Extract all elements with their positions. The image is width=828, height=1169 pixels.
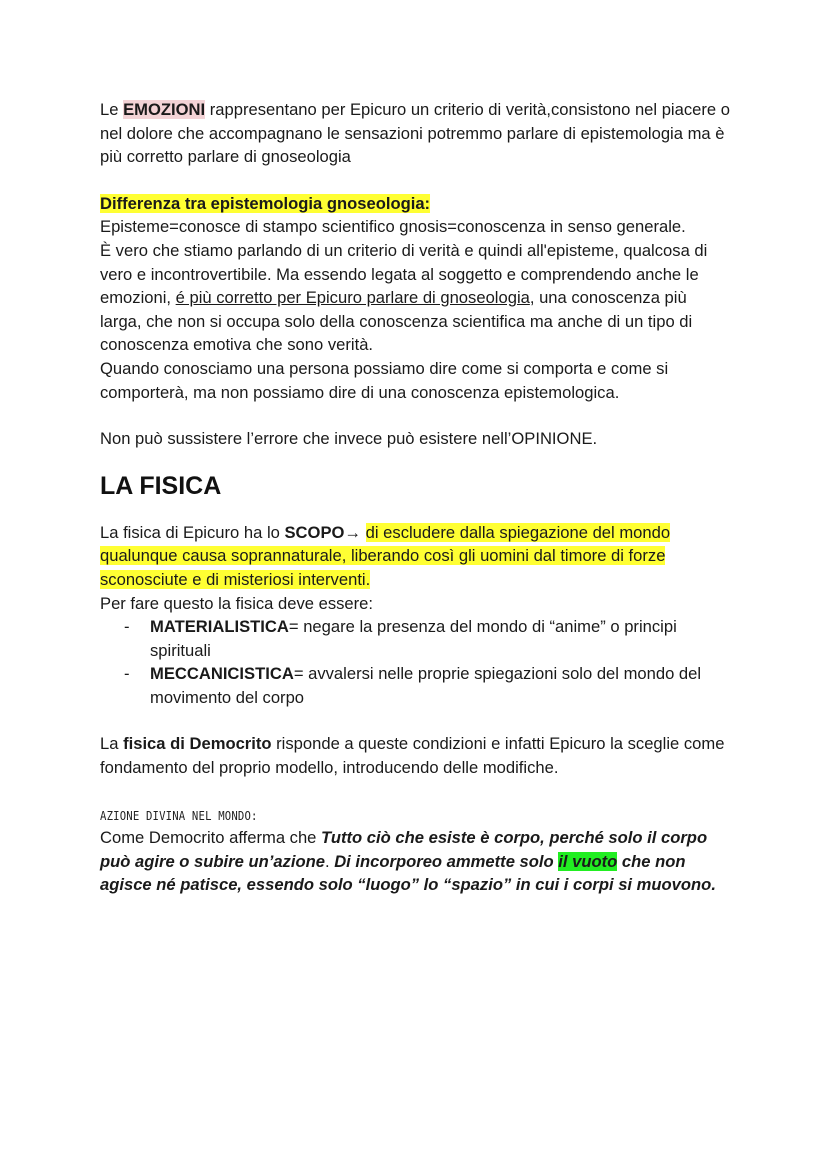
azione-label — [100, 803, 730, 827]
text-run: La fisica di Epicuro ha lo — [100, 522, 285, 542]
list-item-text: = negare la presenza del mondo di “anime” o principi spirituali — [150, 617, 677, 660]
scopo-term: SCOPO — [284, 522, 345, 542]
dash-bullet-icon: - — [124, 617, 130, 637]
difference-heading-text: Differenza tra epistemologia gnoseologia: — [100, 193, 431, 213]
list-item — [100, 615, 730, 662]
list-item-term: MATERIALISTICA — [150, 617, 289, 637]
democrito-paragraph — [100, 732, 730, 779]
democrito-term: fisica di Democrito — [123, 734, 272, 754]
list-item — [100, 662, 730, 709]
text-run: Le — [100, 100, 124, 119]
dash-bullet-icon: - — [124, 664, 130, 684]
per-fare-line: Per fare questo la fisica deve essere: — [100, 593, 374, 613]
text-run: Come Democrito afferma che — [100, 828, 322, 848]
azione-label-text: AZIONE DIVINA NEL MONDO: — [100, 807, 258, 823]
underlined-text: é più corretto per Epicuro parlare di gnoseologia — [175, 288, 530, 308]
errore-paragraph: Non può sussistere l’errore che invece può esistere nell’OPINIONE. — [100, 429, 598, 449]
highlighted-text: di escludere dalla spiegazione del mondo qualunque causa soprannaturale, liberando così gli uomini dal timore di forze sconosciute e di misteriosi interventi. — [100, 522, 671, 589]
text-run: risponde a queste condizioni e infatti Epicuro la sceglie come fondamento del proprio modello, introducendo delle modifiche. — [100, 734, 725, 778]
emozioni-term: EMOZIONI — [123, 100, 206, 119]
text-run: . — [324, 851, 335, 871]
emozioni-paragraph — [100, 98, 730, 169]
persona-example: Quando conosciamo una persona possiamo dire come si comporta e come si comporterà, ma non possiamo dire di una conoscenza epistemologica. — [100, 358, 669, 402]
arrow-icon: → — [344, 522, 366, 542]
conditions-list — [100, 615, 730, 709]
list-item-text: = avvalersi nelle proprie spiegazioni solo del mondo del movimento del corpo — [150, 664, 702, 707]
azione-paragraph — [100, 826, 730, 897]
difference-heading — [100, 192, 730, 216]
bold-italic-text: Tutto ciò che esiste è corpo, perché solo il corpo può agire o subire un’azione — [100, 828, 708, 871]
list-item-term: MECCANICISTICA — [150, 664, 294, 684]
document-page — [100, 98, 730, 897]
text-run: rappresentano per Epicuro un criterio di verità,consistono nel piacere o nel dolore che accompagnano le sensazioni potremmo parlare di epistemologia ma è più corretto parlare di gnoseologia — [100, 100, 730, 167]
vuoto-highlight: il vuoto — [558, 851, 618, 871]
text-run: È vero che stiamo parlando di un criterio di verità e quindi all'episteme, qualcosa di vero e incontrovertibile. Ma essendo legata al soggetto e comprendendo anche le emozioni, — [100, 240, 708, 308]
fisica-scopo-paragraph — [100, 521, 730, 592]
text-run: La — [100, 734, 124, 754]
text-run: , una conoscenza più larga, che non si occupa solo della conoscenza scientifica ma anche di un tipo di conoscenza emotiva che sono verità. — [100, 288, 693, 355]
episteme-explanation — [100, 239, 730, 357]
bold-italic-text: che non agisce né patisce, essendo solo “luogo” lo “spazio” in cui i corpi si muovono. — [100, 851, 716, 895]
section-title: LA FISICA — [100, 471, 222, 500]
episteme-definition: Episteme=conosce di stampo scientifico gnosis=conoscenza in senso generale. — [100, 217, 686, 237]
bold-italic-text: Di incorporeo ammette solo — [334, 851, 559, 871]
